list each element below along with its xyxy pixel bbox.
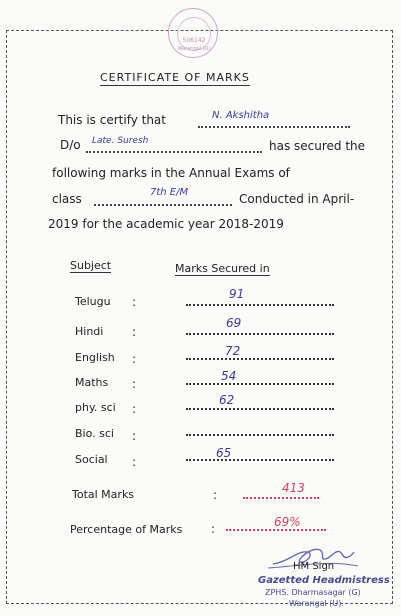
relation-label: D/o xyxy=(60,138,81,152)
line5: 2019 for the academic year 2018-2019 xyxy=(48,217,284,231)
stamp-title: Gazetted Headmistress xyxy=(258,575,390,586)
class-dotted-line xyxy=(94,204,232,206)
marks-dotted-line xyxy=(186,459,334,461)
class-value: 7th E/M xyxy=(150,187,189,198)
marks-value: 72 xyxy=(225,344,241,358)
marks-dotted-line xyxy=(186,304,334,306)
marks-value: 65 xyxy=(216,446,232,460)
marks-dotted-line xyxy=(186,333,334,335)
subject-name: Social xyxy=(75,453,108,466)
hm-sign-label: HM Sign xyxy=(293,561,335,572)
marks-dotted-line xyxy=(186,434,334,436)
marks-value: 54 xyxy=(221,369,237,383)
subject-name: phy. sci xyxy=(75,401,116,414)
certificate-title: CERTIFICATE OF MARKS xyxy=(100,71,250,84)
marks-value: 69 xyxy=(226,316,242,330)
stamp-line1: ZPHS. Dharmasagar (G) xyxy=(265,588,361,597)
parent-name: Late. Suresh xyxy=(92,136,149,146)
subject-name: Telugu xyxy=(75,295,111,308)
line2-suffix: has secured the xyxy=(269,139,366,153)
colon: : xyxy=(132,295,137,309)
stamp-line2: Warangal (U). xyxy=(289,599,344,608)
line4-suffix: Conducted in April- xyxy=(239,192,355,206)
percentage-value: 69% xyxy=(274,515,301,529)
subject-name: Maths xyxy=(75,376,109,389)
colon: : xyxy=(132,377,137,391)
total-dotted-line xyxy=(243,497,319,499)
line3: following marks in the Annual Exams of xyxy=(52,166,290,180)
class-label: class xyxy=(52,192,82,206)
percentage-dotted-line xyxy=(226,529,326,531)
seal-code: 506142 xyxy=(182,37,206,44)
subject-name: Hindi xyxy=(75,325,104,338)
name-dotted-line xyxy=(198,126,350,128)
seal-place: Warangal (U) xyxy=(177,46,211,52)
colon: : xyxy=(132,429,137,443)
line1-prefix: This is certify that xyxy=(58,113,166,127)
marks-header: Marks Secured in xyxy=(175,262,270,275)
colon: : xyxy=(132,402,137,416)
colon: : xyxy=(132,352,137,366)
marks-dotted-line xyxy=(186,383,334,385)
total-marks-value: 413 xyxy=(282,481,305,495)
percentage-label: Percentage of Marks xyxy=(70,523,183,536)
subject-name: English xyxy=(75,351,115,364)
subject-name: Bio. sci xyxy=(75,427,114,440)
colon: : xyxy=(211,522,216,536)
colon: : xyxy=(213,488,218,502)
marks-value: 62 xyxy=(219,393,235,407)
student-name: N. Akshitha xyxy=(212,110,270,121)
parent-dotted-line xyxy=(86,151,262,153)
total-marks-label: Total Marks xyxy=(72,488,135,501)
marks-value: 91 xyxy=(229,287,245,301)
colon: : xyxy=(132,325,137,339)
colon: : xyxy=(132,455,137,469)
school-seal xyxy=(168,8,218,58)
marks-dotted-line xyxy=(186,358,334,360)
subject-header: Subject xyxy=(70,259,112,272)
marks-dotted-line xyxy=(186,408,334,410)
